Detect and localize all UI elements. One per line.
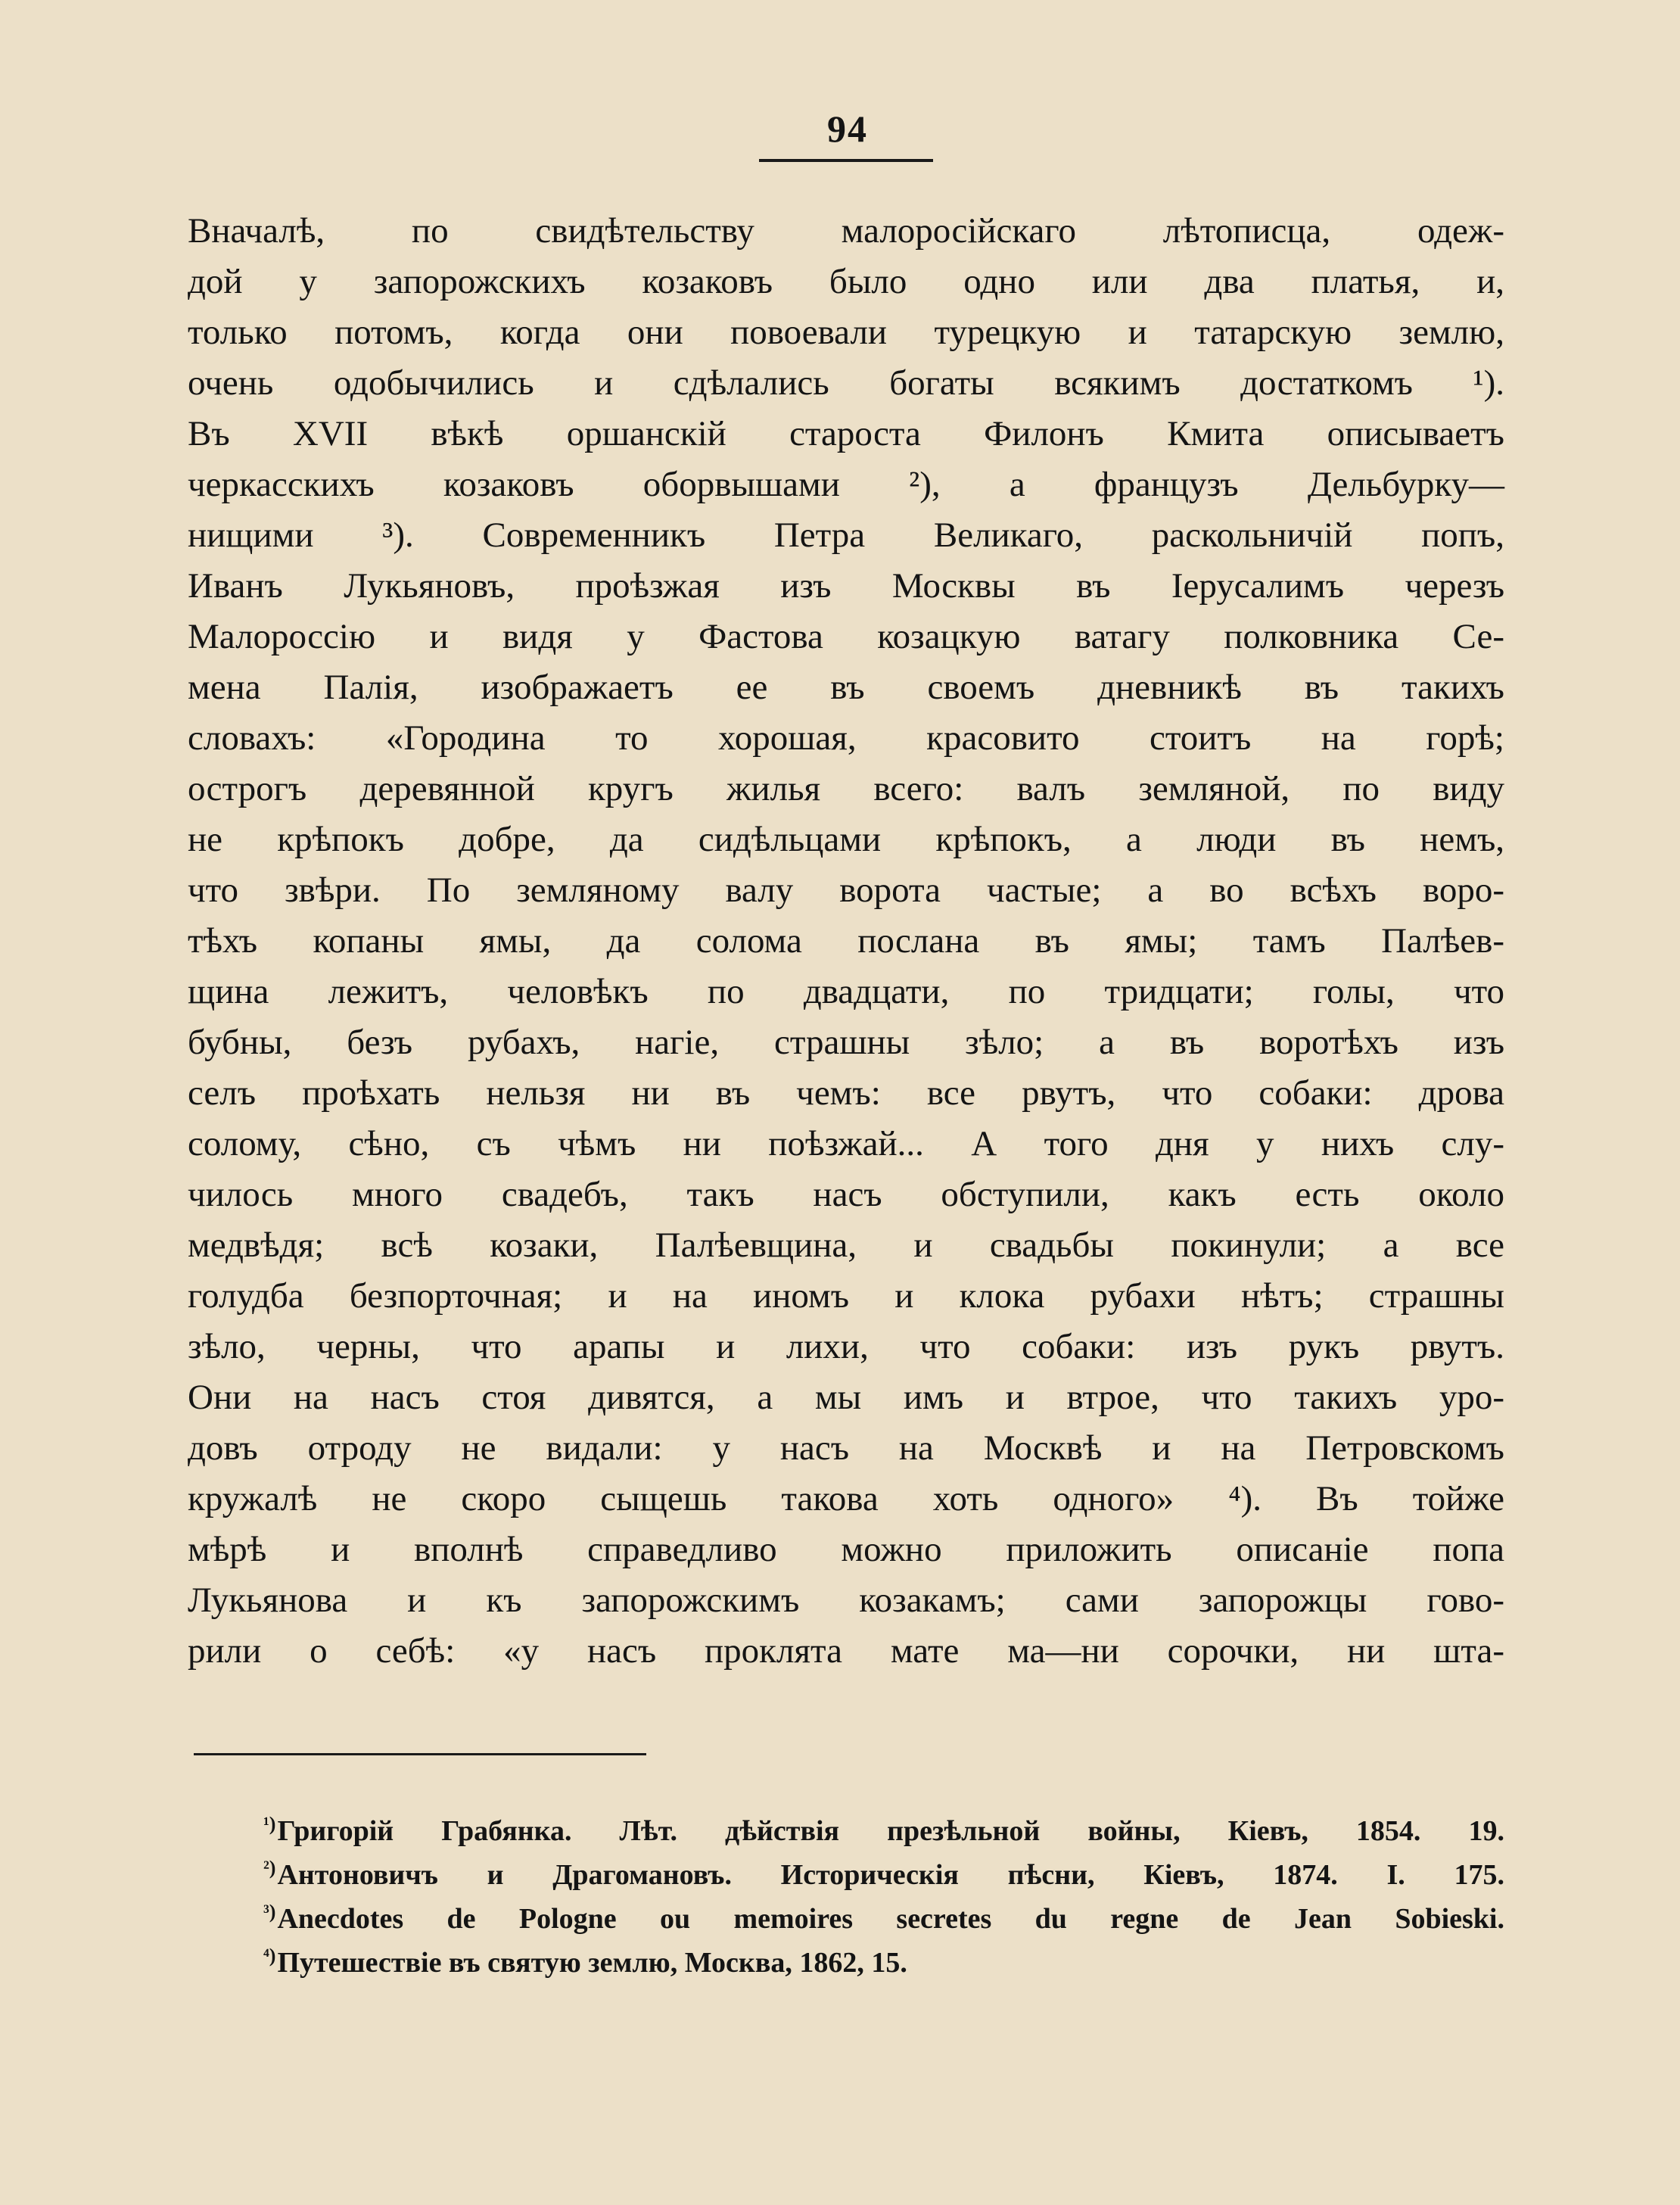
footnote-text: Григорій Грабянка. Лѣт. дѣйствія презѣльной войны, Кіевъ, 1854. 19. [277, 1815, 1504, 1847]
text-line: дой у запорожскихъ козаковъ было одно или два платья, и, [188, 262, 1504, 301]
text-line: солому, сѣно, съ чѣмъ ни поѣзжай... А того дня у нихъ слу- [188, 1124, 1504, 1163]
footnote-text: Anecdotes de Pologne ou memoires secretes du regne de Jean Sobieski. [277, 1903, 1504, 1935]
text-line: только потомъ, когда они повоевали турецкую и татарскую землю, [188, 313, 1504, 352]
footnote-mark: ²) [263, 1857, 276, 1879]
text-line: голудба безпорточная; и на иномъ и клока рубахи нѣтъ; страшны [188, 1276, 1504, 1316]
text-line: Иванъ Лукьяновъ, проѣзжая изъ Москвы въ Іерусалимъ черезъ [188, 566, 1504, 606]
text-line: не крѣпокъ добре, да сидѣльцами крѣпокъ, а люди въ немъ, [188, 820, 1504, 859]
text-line: довъ отроду не видали: у насъ на Москвѣ и на Петровскомъ [188, 1428, 1504, 1468]
text-line: тѣхъ копаны ямы, да солома послана въ ямы; тамъ Палѣев- [188, 921, 1504, 961]
footnote-mark: ¹) [263, 1813, 276, 1835]
footnote-mark: ⁴) [263, 1945, 276, 1967]
text-line: медвѣдя; всѣ козаки, Палѣевщина, и свадьбы покинули; а все [188, 1226, 1504, 1265]
text-line: черкасскихъ козаковъ оборвышами ²), а французъ Дельбурку— [188, 465, 1504, 504]
footnote-separator [194, 1753, 646, 1755]
text-line: очень одобычились и сдѣлались богаты всякимъ достаткомъ ¹). [188, 363, 1504, 403]
text-line: Лукьянова и къ запорожскимъ козакамъ; сами запорожцы гово- [188, 1581, 1504, 1620]
page-number-rule [759, 159, 933, 162]
text-line: мена Палія, изображаетъ ее въ своемъ дневникѣ въ такихъ [188, 668, 1504, 707]
text-line: зѣло, черны, что арапы и лихи, что собаки: изъ рукъ рвутъ. [188, 1327, 1504, 1366]
text-line: словахъ: «Городина то хорошая, красовито стоитъ на горѣ; [188, 718, 1504, 758]
footnote-text: Антоновичъ и Драгомановъ. Историческія пѣсни, Кіевъ, 1874. I. 175. [277, 1859, 1504, 1891]
footnote [263, 1809, 1504, 1853]
text-line: щина лежитъ, человѣкъ по двадцати, по тридцати; голы, что [188, 972, 1504, 1011]
footnote [263, 1853, 1504, 1897]
body-text [188, 206, 1504, 1677]
text-line: кружалѣ не скоро сыщешь такова хоть одного» ⁴). Въ тойже [188, 1479, 1504, 1518]
page-number: 94 [827, 107, 868, 150]
text-line: что звѣри. По земляному валу ворота частые; а во всѣхъ воро- [188, 870, 1504, 910]
text-line: селъ проѣхать нельзя ни въ чемъ: все рвутъ, что собаки: дрова [188, 1073, 1504, 1113]
text-line: бубны, безъ рубахъ, нагіе, страшны зѣло; а въ воротѣхъ изъ [188, 1023, 1504, 1062]
text-line: рили о себѣ: «у насъ проклята мате ма—ни сорочки, ни шта- [188, 1631, 1504, 1671]
text-line: чилось много свадебъ, такъ насъ обступили, какъ есть около [188, 1175, 1504, 1214]
text-line: мѣрѣ и вполнѣ справедливо можно приложить описаніе попа [188, 1530, 1504, 1569]
text-line: Вначалѣ, по свидѣтельству малоросійскаго лѣтописца, одеж- [188, 211, 1504, 251]
footnote [263, 1897, 1504, 1941]
footnote-text: Путешествіе въ святую землю, Москва, 1862, 15. [277, 1947, 907, 1979]
text-line: Въ XVII вѣкѣ оршанскій староста Филонъ Кмита описываетъ [188, 414, 1504, 453]
footnote-mark: ³) [263, 1901, 276, 1923]
text-line: нищими ³). Современникъ Петра Великаго, раскольничій попъ, [188, 515, 1504, 555]
text-line: Малороссію и видя у Фастова козацкую ватагу полковника Се- [188, 617, 1504, 656]
text-line: Они на насъ стоя дивятся, а мы имъ и втрое, что такихъ уро- [188, 1378, 1504, 1417]
footnote [263, 1941, 1504, 1985]
text-line: острогъ деревянной кругъ жилья всего: валъ земляной, по виду [188, 769, 1504, 808]
footnotes [263, 1809, 1504, 1985]
